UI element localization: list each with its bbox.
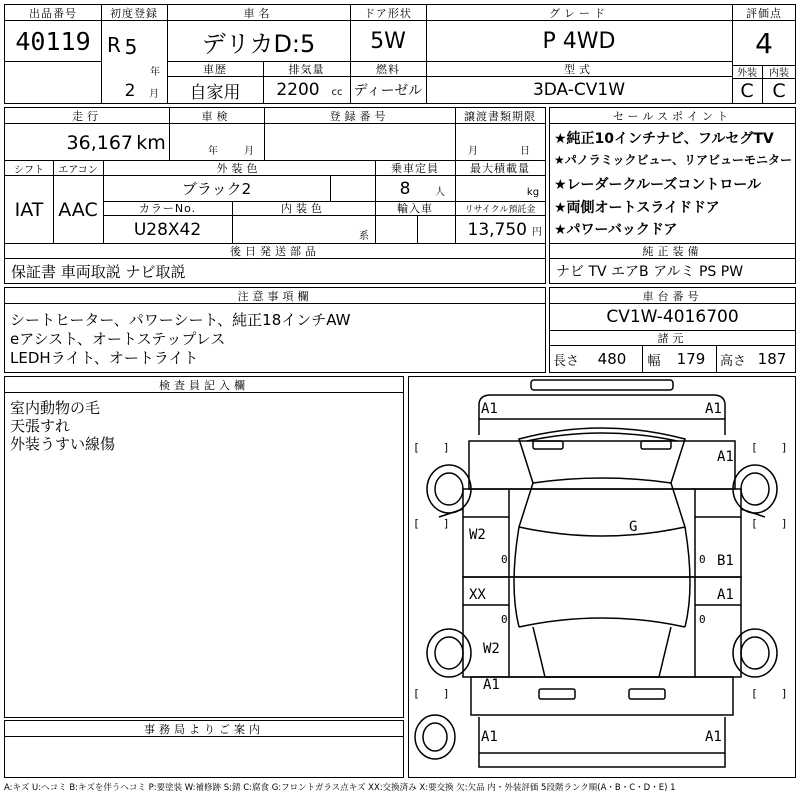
score-label: 評価点 [746,6,782,20]
fuel: ディーゼル [353,83,423,99]
bracket: ] [443,517,450,530]
reg-month-unit: 月 [149,88,159,99]
max-load-label: 最大積載量 [470,162,530,175]
registration-number-label: 登録番号 [329,109,390,123]
fuel-label: 燃料 [376,63,400,76]
sales-point: ★両側オートスライドドア [554,200,720,216]
note-line: eアシスト、オートステップレス [10,330,226,348]
damage-door-left-rear: XX [469,587,486,603]
lot-number-label: 出品番号 [29,6,77,20]
damage-bumper-left: A1 [481,729,498,745]
bracket: [ [413,517,420,530]
damage-front-right: A1 [705,401,722,417]
max-load-unit: kg [526,186,540,198]
reg-year: 5 [124,35,138,59]
car-name-label: 車名 [243,6,274,20]
dimensions-label: 諸元 [657,332,688,345]
header-section [4,4,796,104]
transfer-month-unit: 月 [468,145,478,156]
height: 187 [757,350,787,368]
shift-label: シフト [14,164,44,175]
sales-point: ★パワーバックドア [554,222,678,238]
mileage-unit: km [136,131,166,154]
damage-quarter-left: W2 [483,641,500,657]
damage-zero: 0 [699,613,706,626]
car-outline [409,377,795,777]
damage-zero: 0 [501,553,508,566]
inspector-line: 天張すれ [10,417,71,435]
bracket: [ [751,517,758,530]
notes-section [4,287,546,373]
sales-point: ★パノラミックビュー、リアビューモニター [554,153,793,167]
grade-label: グレード [549,6,609,20]
mileage-label: 走行 [72,109,102,123]
inspection-month-unit: 月 [244,145,254,156]
length-label: 長さ [552,353,579,369]
shift: IAT [14,198,44,221]
model-label: 型式 [564,63,594,76]
color-number: U28X42 [133,219,202,240]
damage-front-left: A1 [481,401,498,417]
sales-points-section [549,107,796,284]
damage-bumper-right: A1 [705,729,722,745]
history-label: 車歴 [203,63,227,76]
inspector-line: 室内動物の毛 [10,399,101,417]
inspector-section [4,376,404,718]
recycle-label: リサイクル預託金 [464,204,536,215]
sales-points-label: セールスポイント [612,109,732,123]
width: 179 [676,350,706,368]
displacement-unit: cc [331,86,343,98]
note-line: LEDHライト、オートライト [10,349,199,367]
interior-color-unit: 系 [359,230,369,242]
bracket: [ [413,441,420,454]
import-label: 輸入車 [397,202,433,215]
bracket: [ [413,687,420,700]
height-label: 高さ [719,353,746,369]
first-registration-label: 初度登録 [110,6,158,20]
capacity-label: 乗車定員 [391,162,439,175]
equipment-label: 純正装備 [642,245,703,258]
inspector-line: 外装うすい線傷 [10,435,116,453]
displacement-label: 排気量 [288,63,325,76]
door-type-label: ドア形状 [364,6,412,20]
damage-zero: 0 [501,613,508,626]
sales-point: ★レーダークルーズコントロール [554,177,762,193]
note-line: シートヒーター、パワーシート、純正18インチAW [10,311,351,329]
bracket: ] [781,517,788,530]
transfer-day-unit: 日 [520,145,530,156]
displacement: 2200 [276,80,320,100]
bracket: ] [443,687,450,700]
inspector-label: 検査員記入欄 [159,378,249,392]
mileage: 36,167 [66,131,133,154]
grade: P 4WD [542,28,616,54]
bracket: [ [751,687,758,700]
capacity: 8 [399,178,411,199]
bracket: [ [751,441,758,454]
exterior-color: ブラック2 [181,180,252,198]
bracket: ] [781,687,788,700]
color-number-label: カラーNo. [138,202,197,215]
sales-point: ★純正10インチナビ、フルセグTV [554,131,774,147]
damage-legend: A:キズ U:ヘコミ B:キズを伴うヘコミ P:要塗装 W:補修跡 S:錆 C:腐食 G:フロントガラス点キズ XX:交換済み X:要交換 欠:欠品 内・外装評価 5段階ランク順(A・B・C・D・E) 1 [4,783,676,793]
office-section [4,720,404,778]
damage-rear-left: A1 [483,677,500,693]
bracket: ] [443,441,450,454]
ac-label: エアコン [58,164,98,175]
exterior-grade: C [740,80,754,102]
transfer-deadline-label: 譲渡書類期限 [464,109,536,123]
chassis-section [549,287,796,373]
car-name: デリカD:5 [201,29,316,58]
exterior-color-label: 外装色 [216,162,262,175]
damage-zero: 0 [699,553,706,566]
later-parts: 保証書 車両取説 ナビ取説 [11,262,186,281]
lot-number: 40119 [15,26,91,56]
chassis-number: CV1W-4016700 [606,307,739,327]
office-label: 事務局よりご案内 [144,722,264,736]
inspection-label: 車検 [201,109,232,123]
length: 480 [597,350,627,368]
spec-section [4,107,546,284]
air-conditioner: AAC [58,198,98,221]
reg-month: 2 [124,81,136,101]
damage-hood: G [629,519,638,535]
recycle-unit: 円 [532,226,542,238]
interior-color-label: 内装色 [281,202,326,215]
interior-grade-label: 内装 [769,68,789,78]
capacity-unit: 人 [435,186,445,198]
later-parts-label: 後日発送部品 [230,245,320,258]
damage-fender-right: A1 [717,449,734,465]
reg-year-unit: 年 [150,66,160,77]
model-code: 3DA-CV1W [532,80,626,100]
bracket: ] [781,441,788,454]
history: 自家用 [189,82,241,103]
damage-door-right-front: B1 [717,553,734,569]
damage-diagram [408,376,796,778]
damage-door-left-front: W2 [469,527,486,543]
era: R [107,33,121,57]
equipment: ナビ TV エアB アルミ PS PW [556,264,744,280]
overall-score: 4 [755,26,773,60]
recycle-fee: 13,750 [467,219,527,240]
exterior-grade-label: 外装 [737,68,757,78]
damage-door-right-rear: A1 [717,587,734,603]
inspection-year-unit: 年 [208,145,218,156]
width-label: 幅 [647,353,661,369]
chassis-number-label: 車台番号 [642,289,703,303]
notes-label: 注意事項欄 [237,289,313,303]
door-type: 5W [370,28,406,54]
interior-grade: C [772,80,786,102]
